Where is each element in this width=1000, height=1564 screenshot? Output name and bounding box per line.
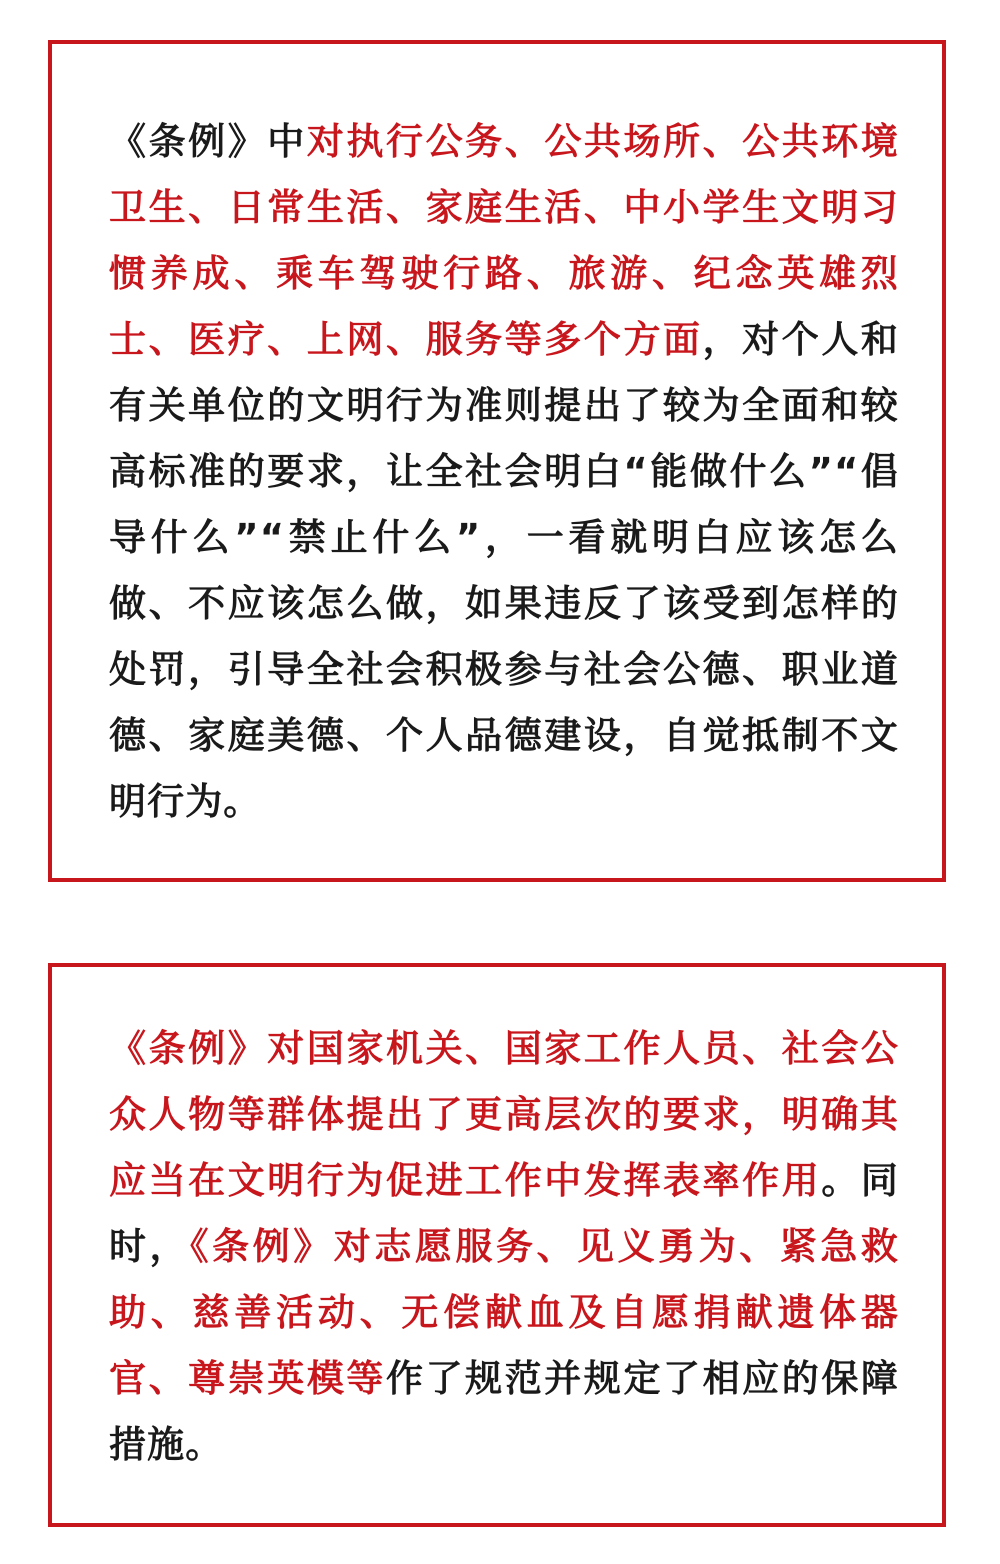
text-card-2 (48, 963, 946, 1527)
card-2-segment-plain-1: 。同时， (109, 1159, 899, 1268)
card-2-segment-plain-2: 作了规范并规定了相应的保障措施。 (109, 1357, 899, 1466)
card-1-segment-plain-2: ，对个人和有关单位的文明行为准则提出了较为全面和较高标准的要求，让全社会明白“能做什么”“倡导什么”“禁止什么”，一看就明白应该怎么做、不应该怎么做，如果违反了该受到怎样的处罚，引导全社会积极参与社会公德、职业道德、家庭美德、个人品德建设，自觉抵制不文明行为。 (109, 318, 900, 823)
card-2-segment-highlight-1: 《条例》对国家机关、国家工作人员、社会公众人物等群体提出了更高层次的要求，明确其应当在文明行为促进工作中发挥表率作用 (109, 1027, 899, 1202)
card-1-segment-plain-1: 《条例》中 (109, 120, 307, 163)
card-1-paragraph (109, 109, 899, 835)
card-1-segment-highlight-1: 对执行公务、公共场所、公共环境卫生、日常生活、家庭生活、中小学生文明习惯养成、乘车驾驶行路、旅游、纪念英雄烈士、医疗、上网、服务等多个方面 (109, 120, 900, 361)
card-2-segment-highlight-2: 《条例》对志愿服务、见义勇为、紧急救助、慈善活动、无偿献血及自愿捐献遗体器官、尊崇英模等 (109, 1225, 899, 1400)
card-2-paragraph (109, 1016, 899, 1478)
text-card-1 (48, 40, 946, 882)
